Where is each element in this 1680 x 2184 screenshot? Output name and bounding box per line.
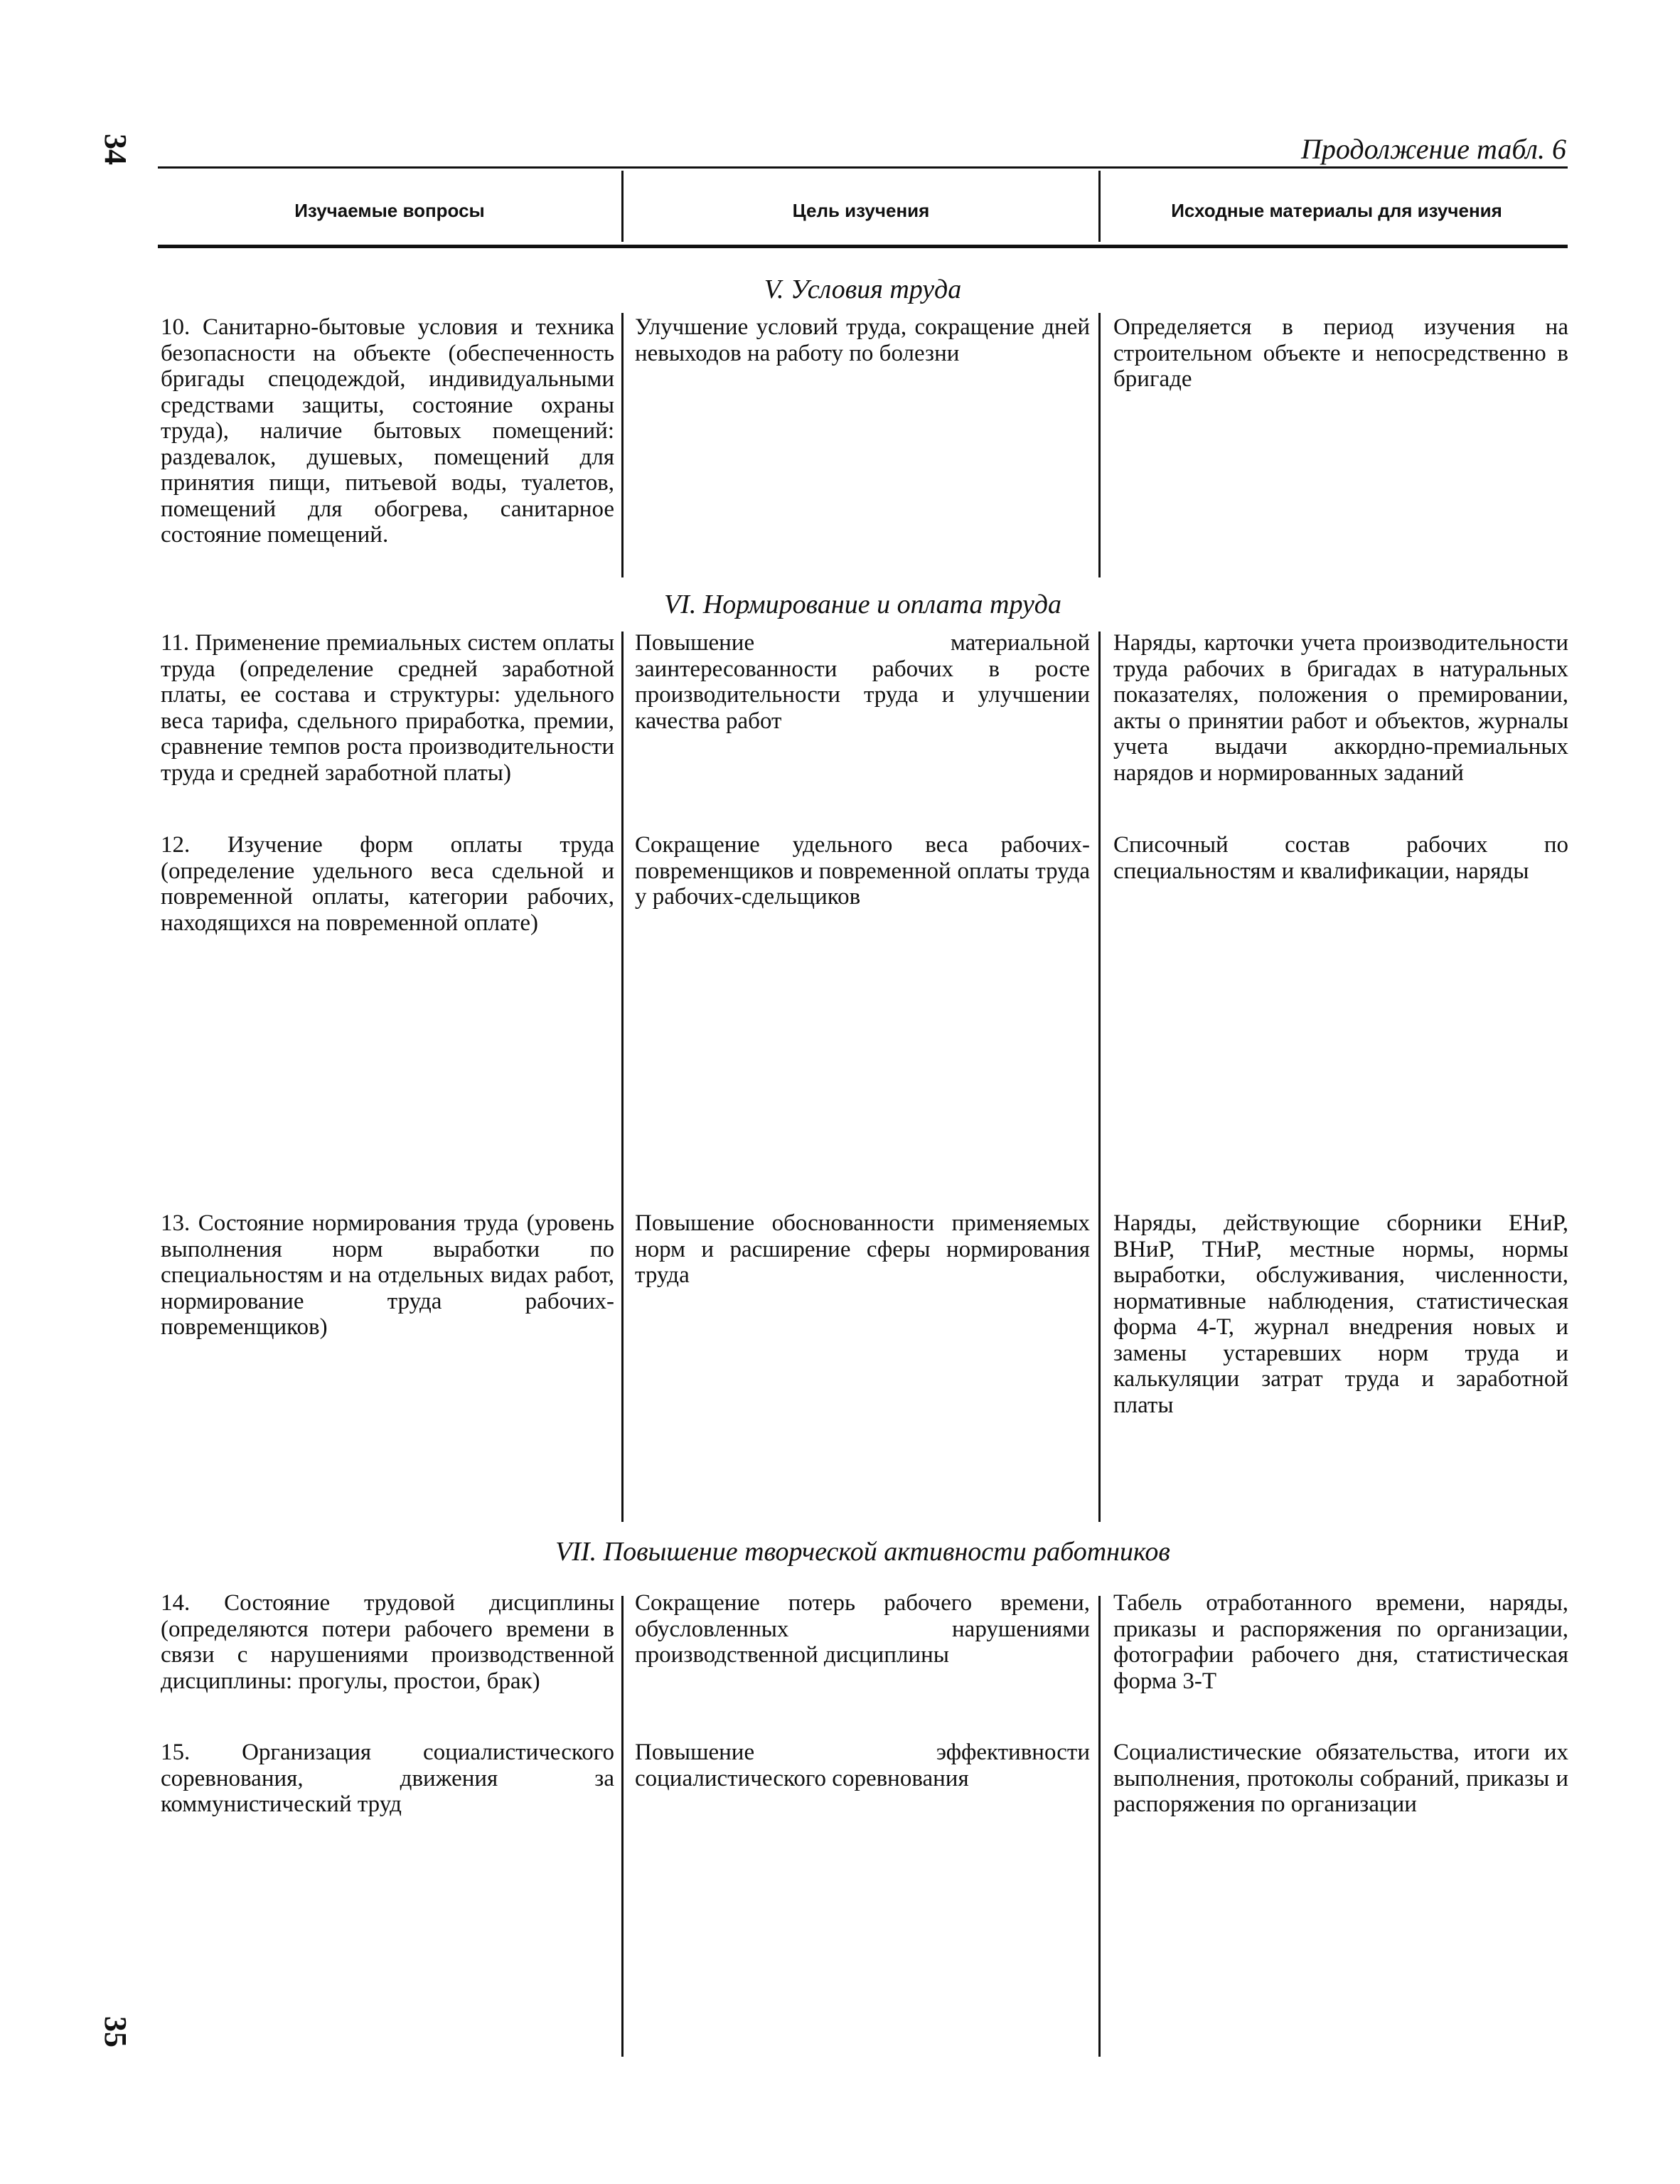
section-title: V. Условия труда — [764, 275, 962, 304]
table-top-rule — [158, 166, 1568, 169]
header-bottom-rule — [158, 245, 1568, 248]
column-header-questions: Изучаемые вопросы — [294, 200, 485, 221]
section-6-divider-1 — [621, 632, 624, 1522]
row-12-goal: Сокращение удельного веса рабочих-повременщиков и повременной оплаты труда у рабочих-сдельщиков — [635, 832, 1090, 910]
section-title: VI. Нормирование и оплата труда — [664, 590, 1061, 619]
section-title: VII. Повышение творческой активности работников — [555, 1537, 1170, 1567]
row-12-question: 12. Изучение форм оплаты труда (определение удельного веса сдельной и повременной оплаты, категории рабочих, находящихся на повременной оплате) — [161, 832, 614, 936]
row-11-goal: Повышение материальной заинтересованности рабочих в росте производительности труда и улучшении качества работ — [635, 630, 1090, 734]
page-number-bottom: 35 — [98, 2016, 133, 2047]
row-13-materials: Наряды, действующие сборники ЕНиР, ВНиР, ТНиР, местные нормы, нормы выработки, обслуживания, численности, нормативные наблюдения, статистическая форма 4-Т, журнал внедрения новых и замены устаревших норм труда и калькуляции затрат труда и заработной платы — [1113, 1210, 1568, 1418]
row-15-materials: Социалистические обязательства, итоги их выполнения, протоколы собраний, приказы и распоряжения по организации — [1113, 1740, 1568, 1817]
column-header-goal: Цель изучения — [792, 200, 930, 221]
row-14-question: 14. Состояние трудовой дисциплины (определяются потери рабочего времени в связи с нарушениями производственной дисциплины: прогулы, простои, брак) — [161, 1590, 614, 1694]
row-11-question: 11. Применение премиальных систем оплаты труда (определение средней заработной платы, ее состава и структуры: удельного веса тарифа, сдельного приработка, премии, сравнение темпов роста производительности труда и средней заработной платы) — [161, 630, 614, 786]
column-header-materials: Исходные материалы для изучения — [1171, 200, 1502, 221]
row-10-goal: Улучшение условий труда, сокращение дней невыходов на работу по болезни — [635, 314, 1090, 366]
row-10-materials: Определяется в период изучения на строительном объекте и непосредственно в бригаде — [1113, 314, 1568, 392]
row-13-question: 13. Состояние нормирования труда (уровень выполнения норм выработки по специальностям и на отдельных видах работ, нормирование труда рабочих-повременщиков) — [161, 1210, 614, 1340]
row-14-goal: Сокращение потерь рабочего времени, обусловленных нарушениями производственной дисциплины — [635, 1590, 1090, 1668]
section-5-divider-1 — [621, 313, 624, 577]
row-11-materials: Наряды, карточки учета производительности труда рабочих в бригадах в натуральных показателях, положения о премировании, акты о принятии работ и объектов, журналы учета выдачи аккордно-премиальных нарядов и нормированных заданий — [1113, 630, 1568, 786]
section-5-divider-2 — [1098, 313, 1101, 577]
section-7-divider-2 — [1098, 1596, 1101, 2057]
page-number-top: 34 — [98, 134, 133, 165]
row-12-materials: Списочный состав рабочих по специальностям и квалификации, наряды — [1113, 832, 1568, 884]
row-13-goal: Повышение обоснованности применяемых норм и расширение сферы нормирования труда — [635, 1210, 1090, 1288]
row-10-question: 10. Санитарно-бытовые условия и техника безопасности на объекте (обеспеченность бригады спецодеждой, индивидуальными средствами защиты, состояние охраны труда), наличие бытовых помещений: раздевалок, душевых, помещений для принятия пищи, питьевой воды, туалетов, помещений для обогрева, санитарное состояние помещений. — [161, 314, 614, 548]
row-15-goal: Повышение эффективности социалистического соревнования — [635, 1740, 1090, 1791]
row-14-materials: Табель отработанного времени, наряды, приказы и распоряжения по организации, фотографии рабочего дня, статистическая форма 3-Т — [1113, 1590, 1568, 1694]
header-divider-2 — [1098, 171, 1101, 242]
row-15-question: 15. Организация социалистического соревнования, движения за коммунистический труд — [161, 1740, 614, 1817]
table-continuation-caption: Продолжение табл. 6 — [1300, 133, 1566, 165]
section-7-divider-1 — [621, 1596, 624, 2057]
section-6-divider-2 — [1098, 632, 1101, 1522]
